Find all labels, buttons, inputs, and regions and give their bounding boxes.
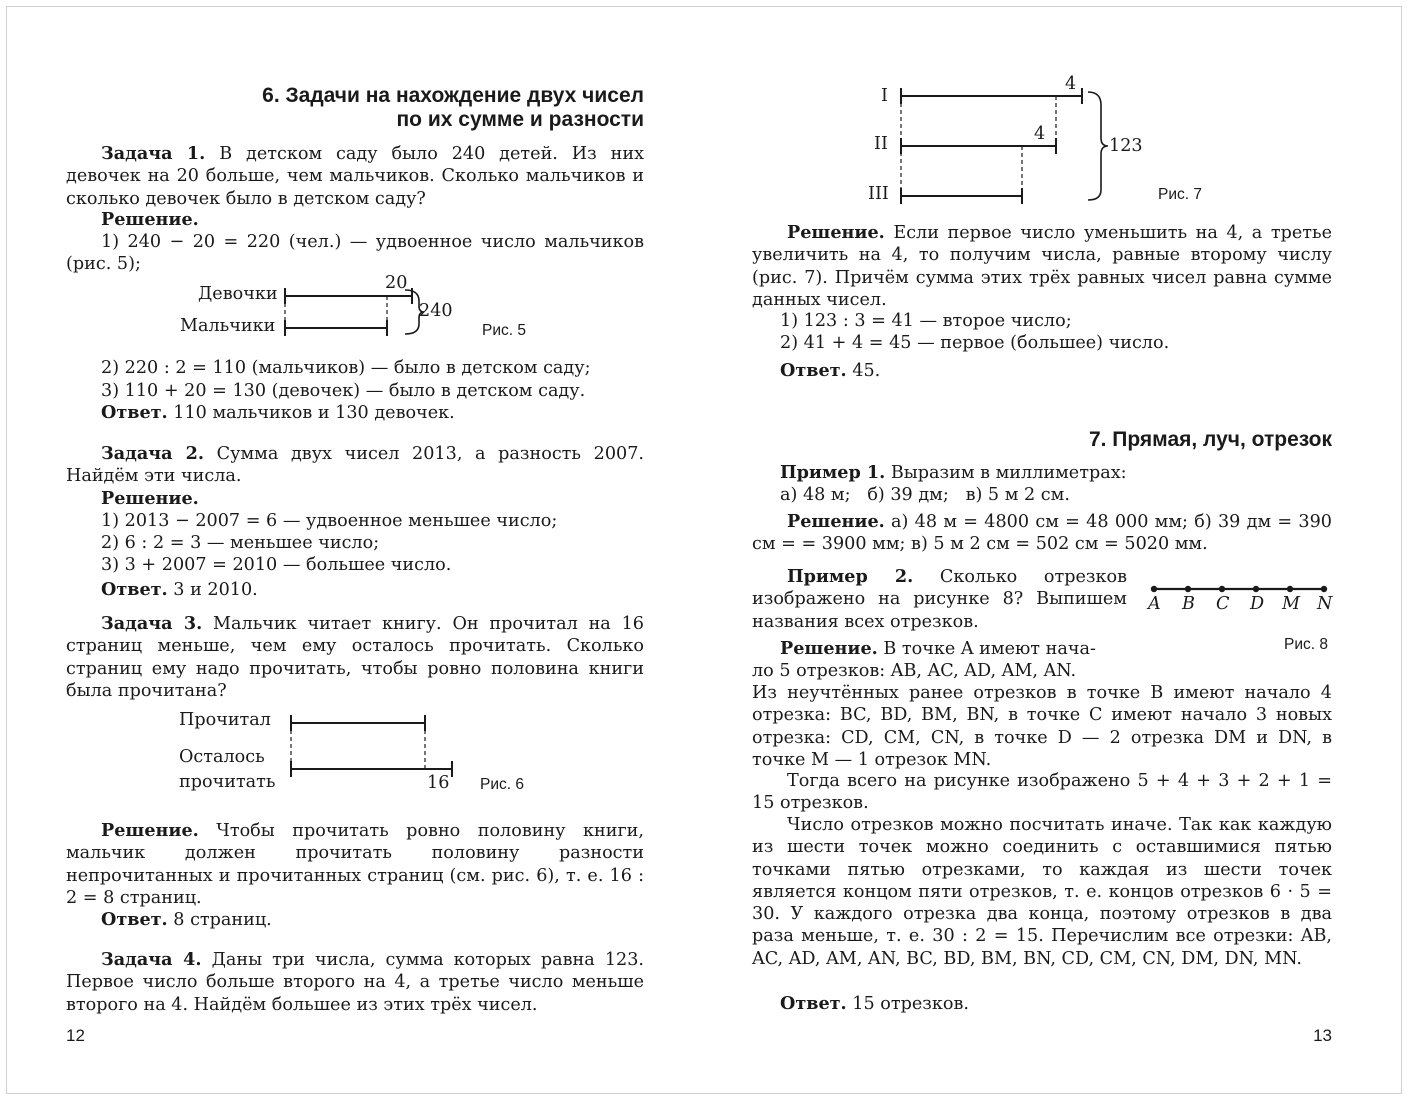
section7-heading: 7. Прямая, луч, отрезок <box>1088 428 1332 451</box>
task1-label: Задача 1. <box>101 143 206 164</box>
example2-solution-line2: ло 5 отрезков: AB, AC, AD, AM, AN. <box>752 661 1077 681</box>
fig6-caption: Рис. 6 <box>480 776 524 793</box>
task1-text: Задача 1. В детском саду было 240 детей. Из них девочек на 20 больше, чем мальчиков. Сколько мальчиков и сколько девочек было в детском саду? <box>66 143 644 209</box>
task1-solution-label: Решение. <box>101 209 199 230</box>
fig8-label-d: D <box>1250 594 1265 614</box>
task2-answer: Ответ. 3 и 2010. <box>101 579 258 600</box>
fig8-label-b: B <box>1182 594 1195 614</box>
fig5-girls-label: Девочки <box>198 284 278 304</box>
fig8-label-m: M <box>1282 594 1301 614</box>
task1-step3: 3) 110 + 20 = 130 (девочек) — было в детском саду. <box>101 381 586 401</box>
task3-solution: Решение. Чтобы прочитать ровно половину книги, мальчик должен прочитать половину разности непрочитанных и прочитанных страниц (см. рис. 6), т. е. 16 : 2 = 8 страниц. <box>66 820 644 908</box>
example2-solution-p3: Тогда всего на рисунке изображено 5 + 4 + 3 + 2 + 1 = 15 отрезков. <box>752 771 1332 814</box>
task4-step1: 1) 123 : 3 = 41 — второе число; <box>780 311 1072 331</box>
example2-answer: Ответ. 15 отрезков. <box>780 993 969 1014</box>
task2-label: Задача 2. <box>101 443 205 464</box>
fig7-diff2: 4 <box>1034 124 1046 144</box>
point-b <box>1185 586 1191 592</box>
example2-solution-line1: Решение. В точке A имеют нача- <box>780 638 1096 659</box>
fig6-remain-label-1: Осталось <box>179 747 265 767</box>
fig8-label-c: C <box>1216 594 1230 614</box>
task4-solution: Решение. Если первое число уменьшить на 4, а третье увеличить на 4, то получим числа, равные второму числу (рис. 7). Причём сумма этих трёх равных чисел равна сумме данных чисел. <box>752 222 1332 310</box>
task2-step1: 1) 2013 − 2007 = 6 — удвоенное меньшее число; <box>101 511 558 531</box>
task3-answer: Ответ. 8 страниц. <box>101 909 272 930</box>
fig5-boys-label: Мальчики <box>180 316 276 336</box>
task2-step2: 2) 6 : 2 = 3 — меньшее число; <box>101 533 380 553</box>
fig8-label-n: N <box>1317 594 1333 614</box>
fig5-sum-value: 240 <box>419 301 453 321</box>
page-number-left: 12 <box>66 1026 85 1045</box>
fig7-label-1: I <box>881 86 888 106</box>
fig6-read-label: Прочитал <box>179 710 271 730</box>
task1-step2: 2) 220 : 2 = 110 (мальчиков) — было в детском саду; <box>101 358 591 378</box>
task2-step3: 3) 3 + 2007 = 2010 — большее число. <box>101 555 452 575</box>
fig5-caption: Рис. 5 <box>482 322 526 339</box>
task2-text: Задача 2. Сумма двух чисел 2013, а разность 2007. Найдём эти числа. <box>66 443 644 487</box>
fig5-diff-value: 20 <box>385 273 408 293</box>
example1-solution: Решение. а) 48 м = 4800 см = 48 000 мм; б) 39 дм = 390 см = = 3900 мм; в) 5 м 2 см = 502 см = 5020 мм. <box>752 511 1332 555</box>
fig8-label-a: A <box>1148 594 1161 614</box>
example1-text: Пример 1. Выразим в миллиметрах: <box>780 462 1127 483</box>
fig6-remain-label-2: прочитать <box>179 772 276 792</box>
fig7-label-3: III <box>868 184 889 204</box>
fig7-sum: 123 <box>1109 136 1143 156</box>
point-n <box>1321 586 1327 592</box>
task1-step1: 1) 240 − 20 = 220 (чел.) — удвоенное число мальчиков (рис. 5); <box>66 232 644 275</box>
task4-step2: 2) 41 + 4 = 45 — первое (большее) число. <box>780 333 1170 353</box>
point-a <box>1151 586 1157 592</box>
fig7-label-2: II <box>874 134 888 154</box>
task4-label: Задача 4. <box>101 949 202 970</box>
point-c <box>1219 586 1225 592</box>
example2-solution-p2: Из неучтённых ранее отрезков в точке B имеют начало 4 отрезка: BC, BD, BM, BN, в точке C имеют начало 3 новых отрезка: CD, CM, CN, в точке D — 2 отрезка DM и DN, в точке M — 1 отрезок MN. <box>752 683 1332 770</box>
example2-solution-p4: Число отрезков можно посчитать иначе. Так как каждую из шести точек можно соединить с оставшимися пятью точками пятью отрезками, то каждая из шести точек является концом пяти отрезков, т. е. концов отрезков 6 · 5 = 30. У каждого отрезка два конца, поэтому отрезков в два раза меньше, т. е. 30 : 2 = 15. Перечислим все отрезки: AB, AC, AD, AM, AN, BC, BD, BM, BN, CD, CM, CN, DM, DN, MN. <box>752 815 1332 969</box>
task3-label: Задача 3. <box>101 613 203 634</box>
fig6-diff-value: 16 <box>427 773 450 793</box>
task1-answer: Ответ. 110 мальчиков и 130 девочек. <box>101 402 455 423</box>
task2-solution-label: Решение. <box>101 488 199 509</box>
page-number-right: 13 <box>1313 1026 1332 1045</box>
section-heading-line1: 6. Задачи на нахождение двух чисел <box>262 84 644 107</box>
task4-text: Задача 4. Даны три числа, сумма которых равна 123. Первое число больше второго на 4, а третье число меньше второго на 4. Найдём большее из этих трёх чисел. <box>66 949 645 1015</box>
example1-items: а) 48 м; б) 39 дм; в) 5 м 2 см. <box>780 485 1070 505</box>
task4-answer: Ответ. 45. <box>780 360 881 381</box>
example2-text: Пример 2. Сколько отрезков изображено на рисунке 8? Выпишем названия всех отрезков. <box>752 566 1127 632</box>
point-m <box>1287 586 1293 592</box>
fig7-diff1: 4 <box>1065 74 1077 94</box>
fig8-caption: Рис. 8 <box>1284 636 1328 653</box>
task3-text: Задача 3. Мальчик читает книгу. Он прочитал на 16 страниц меньше, чем ему осталось прочитать. Сколько страниц ему надо прочитать, чтобы ровно половина книги была прочитана? <box>66 613 644 701</box>
point-d <box>1253 586 1259 592</box>
section-heading-line2: по их сумме и разности <box>396 108 644 131</box>
fig7-caption: Рис. 7 <box>1158 186 1202 203</box>
